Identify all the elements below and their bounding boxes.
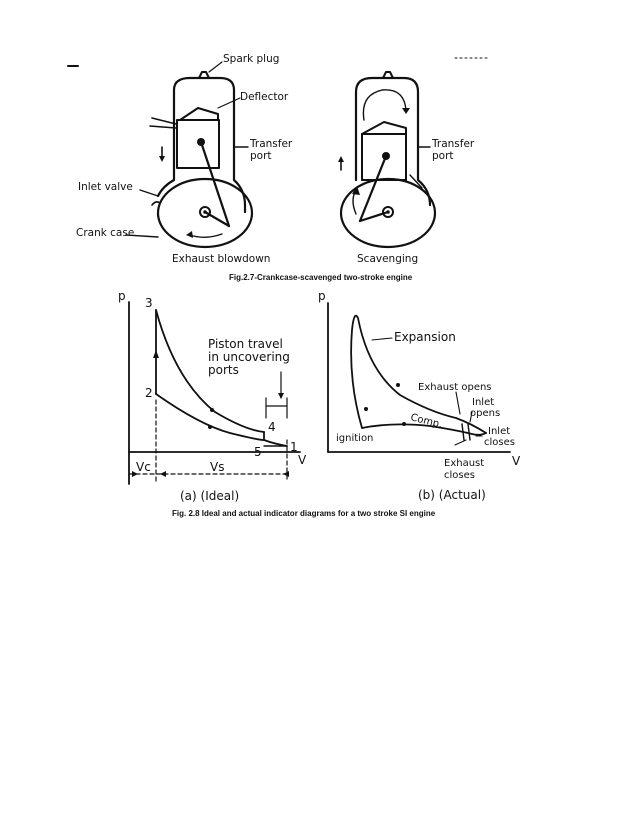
caption-fig-2-8: Fig. 2.8 Ideal and actual indicator diagrams for a two stroke SI engine	[172, 509, 436, 518]
actual-sublabel: (b) (Actual)	[418, 488, 486, 502]
ideal-point-3: 3	[145, 296, 153, 310]
label-spark-plug: Spark plug	[223, 53, 280, 65]
label-transfer-right: Transfer	[432, 138, 475, 150]
label-exhaust-blowdown: Exhaust blowdown	[172, 253, 271, 265]
actual-exhaust-closes-line1: Exhaust	[444, 458, 485, 469]
label-scavenging: Scavenging	[357, 253, 419, 265]
ideal-indicator-diagram	[129, 302, 300, 484]
engine-exhaust-blowdown	[126, 62, 252, 247]
caption-fig-2-7: Fig.2.7-Crankcase-scavenged two-stroke engine	[229, 273, 413, 282]
ideal-point-5: 5	[254, 445, 262, 459]
actual-v-label: V	[512, 454, 521, 468]
actual-inlet-opens-line2: opens	[470, 408, 501, 419]
ideal-sublabel: (a) (Ideal)	[180, 489, 240, 503]
ideal-point-2: 2	[145, 386, 153, 400]
ideal-vs-label: Vs	[210, 460, 225, 474]
actual-comp-label: Comp.	[409, 412, 444, 431]
actual-inlet-closes-line2: closes	[484, 437, 515, 448]
actual-ignition-label: ignition	[336, 433, 374, 444]
ideal-point-1: 1	[290, 440, 298, 454]
label-crank-case: Crank case	[76, 227, 135, 239]
ideal-p-label: p	[118, 289, 126, 303]
ideal-vc-label: Vc	[136, 460, 151, 474]
ideal-piston-travel-line2: in uncovering	[208, 350, 290, 364]
actual-inlet-closes-line1: Inlet	[488, 426, 511, 437]
actual-p-label: p	[318, 289, 326, 303]
label-port-right: port	[432, 150, 454, 162]
engine-scavenging	[338, 72, 435, 247]
actual-indicator-diagram	[328, 303, 510, 452]
actual-expansion-label: Expansion	[394, 330, 456, 344]
label-transfer-left: Transfer	[250, 138, 293, 150]
ideal-piston-travel-line3: ports	[208, 363, 239, 377]
ideal-piston-travel-line1: Piston travel	[208, 337, 283, 351]
ideal-point-4: 4	[268, 420, 276, 434]
label-port-left: port	[250, 150, 272, 162]
actual-inlet-opens-line1: Inlet	[472, 397, 495, 408]
label-deflector: Deflector	[240, 91, 289, 103]
actual-exhaust-opens-label: Exhaust opens	[418, 382, 492, 393]
label-inlet-valve: Inlet valve	[78, 181, 133, 193]
ideal-v-label: V	[298, 453, 307, 467]
actual-exhaust-closes-line2: closes	[444, 470, 475, 481]
